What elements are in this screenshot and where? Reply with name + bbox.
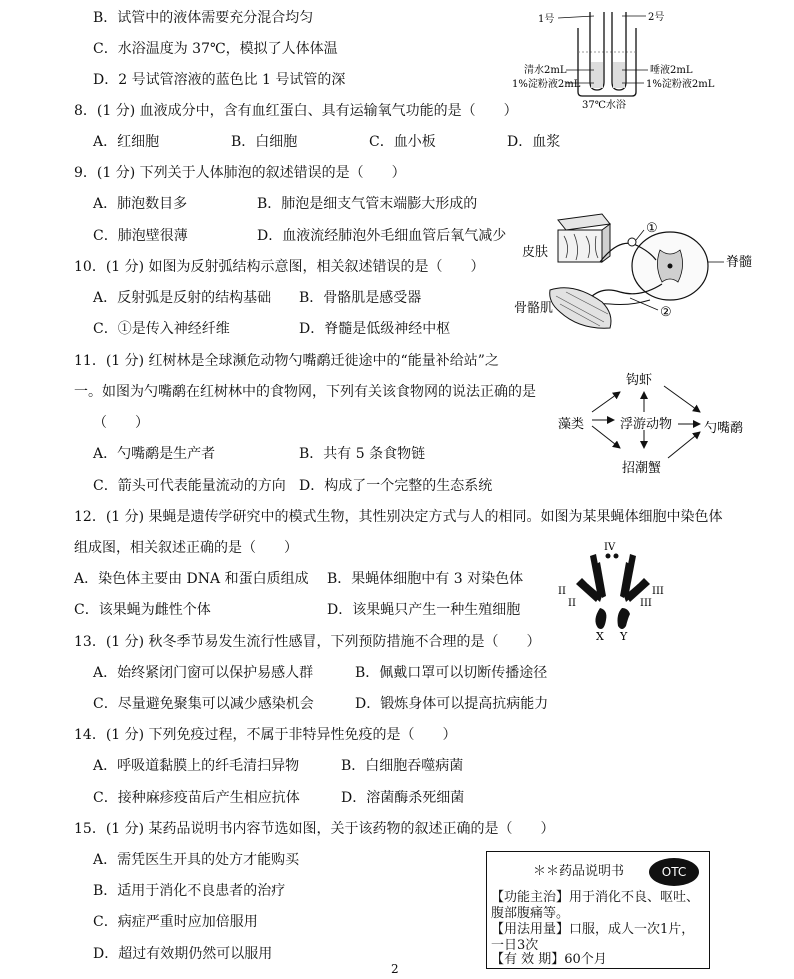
chromosome-y: Y: [620, 630, 628, 643]
test-tube-figure: [514, 4, 714, 112]
q11-option-c: C．箭头可代表能量流动的方向: [93, 478, 286, 494]
q15-option-d: D．超过有效期仍然可以服用: [93, 946, 273, 962]
q13-stem: 13．(1 分) 秋冬季节易发生流行性感冒，下列预防措施不合理的是（ ）: [74, 634, 541, 650]
food-web-shrimp: 钩虾: [626, 373, 653, 388]
q7-option-b: B．试管中的液体需要充分混合均匀: [93, 10, 314, 26]
q15-option-c: C．病症严重时应加倍服用: [93, 914, 258, 930]
reflex-mark-1: ①: [646, 221, 658, 236]
q14-option-b: B．白细胞吞噬病菌: [341, 758, 464, 774]
tube2-label: 2号: [648, 12, 665, 23]
q15-stem: 15．(1 分) 某药品说明书内容节选如图，关于该药物的叙述正确的是（ ）: [74, 821, 555, 837]
q10-option-b: B．骨骼肌是感受器: [299, 290, 422, 306]
food-web-crab: 招潮蟹: [622, 461, 662, 476]
q8-option-d: D．血浆: [507, 134, 561, 150]
q9-option-c: C．肺泡壁很薄: [93, 228, 188, 244]
q13-option-b: B．佩戴口罩可以切断传播途径: [355, 665, 548, 681]
chromosome-figure: [556, 538, 676, 642]
medicine-label-title: ＊＊药品说明书: [533, 864, 625, 879]
chromosome-iv: IV: [604, 542, 616, 553]
bath-label: 37℃水浴: [582, 100, 626, 111]
q12-stem-line1: 12．(1 分) 果蝇是遗传学研究中的模式生物，其性别决定方式与人的相同。如图为某果蝇体细胞中染色体: [74, 509, 723, 525]
q11-stem-line2: 一。如图为勺嘴鹬在红树林中的食物网，下列有关该食物网的说法正确的是: [74, 384, 536, 400]
food-web-figure: [550, 366, 780, 482]
chromosome-ii-inner: II: [568, 598, 576, 609]
q11-stem-line1: 11．(1 分) 红树林是全球濒危动物勺嘴鹬迁徙途中的“能量补给站”之: [74, 353, 499, 369]
chromosome-x: X: [596, 630, 604, 643]
q8-option-c: C．血小板: [369, 134, 436, 150]
chromosome-iii-outer: III: [652, 586, 664, 597]
q10-option-c: C．①是传入神经纤维: [93, 321, 230, 337]
chromosome-ii-outer: II: [558, 586, 566, 597]
q8-stem: 8．(1 分) 血液成分中，含有血红蛋白、具有运输氧气功能的是（ ）: [74, 103, 518, 119]
spinal-label: 脊髓: [726, 255, 753, 270]
q13-option-c: C．尽量避免聚集可以减少感染机会: [93, 696, 314, 712]
skin-label: 皮肤: [522, 245, 549, 260]
q12-option-b: B．果蝇体细胞中有 3 对染色体: [327, 571, 524, 587]
q10-option-d: D．脊髓是低级神经中枢: [299, 321, 451, 337]
q14-stem: 14．(1 分) 下列免疫过程，不属于非特异性免疫的是（ ）: [74, 727, 457, 743]
q12-option-d: D．该果蝇只产生一种生殖细胞: [327, 602, 521, 618]
q13-option-a: A．始终紧闭门窗可以保护易感人群: [93, 665, 314, 681]
food-web-plankton: 浮游动物: [620, 417, 673, 432]
q9-option-d: D．血液流经肺泡外毛细血管后氧气减少: [257, 228, 507, 244]
q11-option-d: D．构成了一个完整的生态系统: [299, 478, 493, 494]
muscle-label: 骨骼肌: [514, 301, 554, 316]
reflex-arc-figure: [510, 206, 760, 346]
q11-stem-line3: （ ）: [93, 415, 149, 431]
q9-stem: 9．(1 分) 下列关于人体肺泡的叙述错误的是（ ）: [74, 165, 406, 181]
q9-option-a: A．肺泡数目多: [93, 196, 188, 212]
left-liquid-1: 清水2mL: [524, 65, 567, 76]
q12-stem-line2: 组成图，相关叙述正确的是（ ）: [74, 540, 298, 556]
q7-option-d: D．2 号试管溶液的蓝色比 1 号试管的深: [93, 72, 346, 88]
q15-option-b: B．适用于消化不良患者的治疗: [93, 883, 286, 899]
q12-option-c: C．该果蝇为雌性个体: [74, 602, 211, 618]
q7-option-c: C．水浴温度为 37℃，模拟了人体体温: [93, 41, 338, 57]
otc-badge: OTC: [649, 858, 699, 886]
left-liquid-2: 1%淀粉液2mL: [512, 79, 581, 90]
right-liquid-1: 唾液2mL: [650, 65, 693, 76]
medicine-expiry: 【有 效 期】60个月: [491, 952, 607, 967]
chromosome-iii-inner: III: [640, 598, 652, 609]
tube1-label: 1号: [538, 14, 555, 25]
page-number: 2: [391, 962, 399, 976]
q10-stem: 10．(1 分) 如图为反射弧结构示意图，相关叙述错误的是（ ）: [74, 259, 485, 275]
medicine-usage-line1: 【用法用量】口服，成人一次1片，: [491, 922, 695, 937]
q14-option-d: D．溶菌酶杀死细菌: [341, 790, 465, 806]
medicine-function-line1: 【功能主治】用于消化不良、呕吐、: [491, 890, 700, 905]
q14-option-a: A．呼吸道黏膜上的纤毛清扫异物: [93, 758, 300, 774]
food-web-algae: 藻类: [558, 417, 585, 432]
medicine-function-line2: 腹部腹痛等。: [491, 906, 570, 921]
right-liquid-2: 1%淀粉液2mL: [646, 79, 715, 90]
q12-option-a: A．染色体主要由 DNA 和蛋白质组成: [74, 571, 309, 587]
q8-option-a: A．红细胞: [93, 134, 160, 150]
medicine-usage-line2: 一日3次: [491, 938, 539, 953]
food-web-sandpiper: 勺嘴鹬: [704, 421, 744, 436]
reflex-mark-2: ②: [660, 305, 672, 320]
q15-option-a: A．需凭医生开具的处方才能购买: [93, 852, 300, 868]
q14-option-c: C．接种麻疹疫苗后产生相应抗体: [93, 790, 300, 806]
q8-option-b: B．白细胞: [231, 134, 298, 150]
q10-option-a: A．反射弧是反射的结构基础: [93, 290, 272, 306]
q13-option-d: D．锻炼身体可以提高抗病能力: [355, 696, 549, 712]
medicine-label-box: [486, 851, 710, 969]
q11-option-b: B．共有 5 条食物链: [299, 446, 426, 462]
q11-option-a: A．勺嘴鹬是生产者: [93, 446, 216, 462]
q9-option-b: B．肺泡是细支气管末端膨大形成的: [257, 196, 478, 212]
